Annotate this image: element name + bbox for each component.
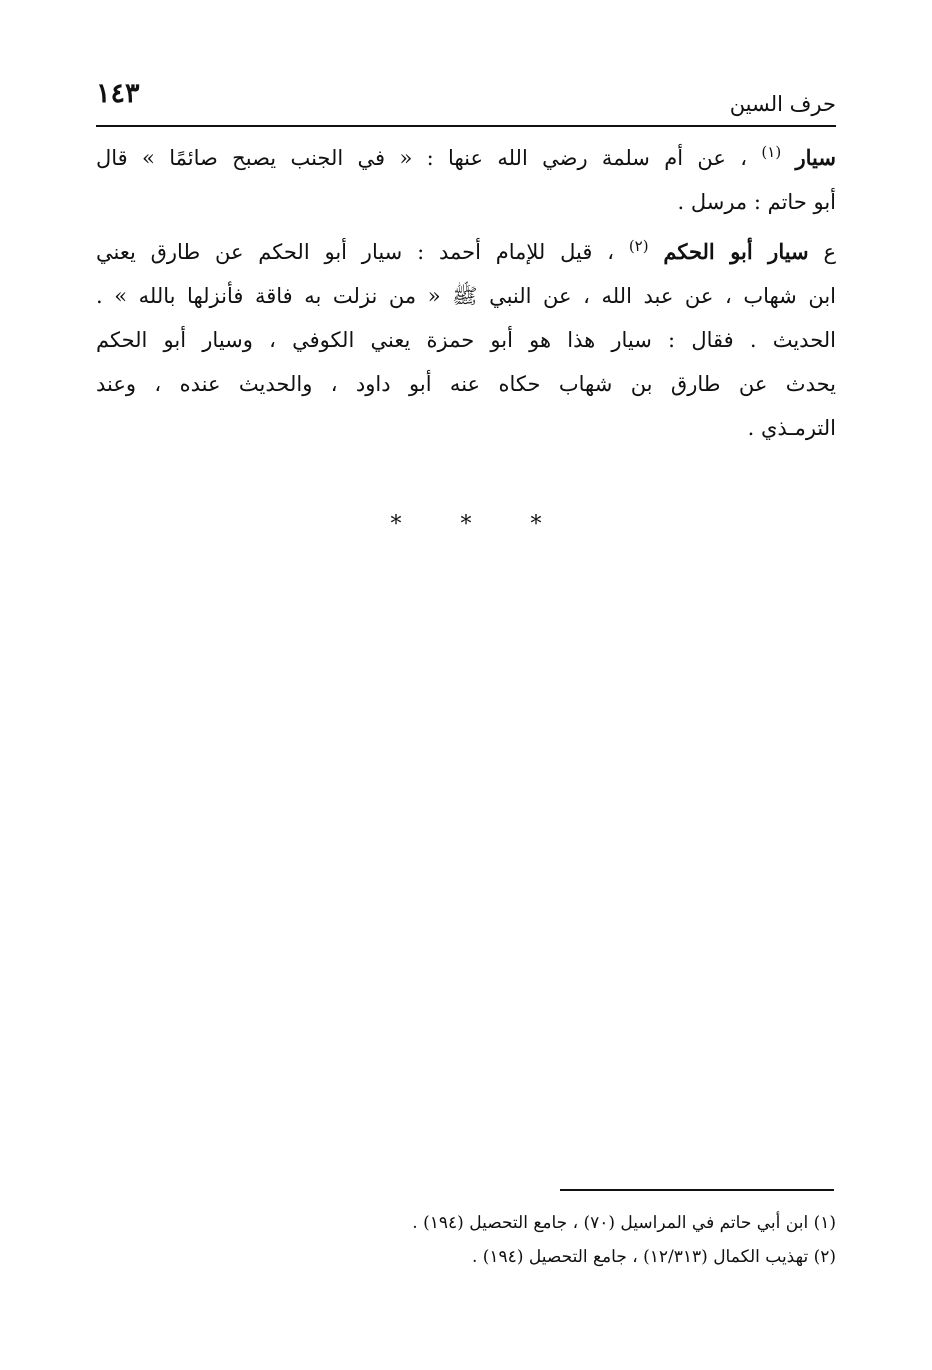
asterisk-icon: * xyxy=(460,512,472,537)
text-line: أبو حاتم : مرسل . xyxy=(677,190,836,214)
page-number: ١٤٣ xyxy=(96,78,140,109)
footnote-reference: (١) xyxy=(761,143,782,161)
running-title: حرف السين xyxy=(729,92,836,116)
entry-sayyar-abu-al-hakam xyxy=(96,230,836,450)
footnote-2: (٢) تهذيب الكمال (١٢/٣١٣) ، جامع التحصيل (١٩٤) . xyxy=(471,1247,836,1267)
page-header xyxy=(96,70,836,120)
asterisk-icon: * xyxy=(390,512,402,537)
main-text xyxy=(96,136,836,456)
entry-sayyar xyxy=(96,136,836,224)
header-divider xyxy=(96,125,836,127)
text-line: ابن شهاب ، عن عبد الله ، عن النبي ﷺ « من نزلت به فاقة فأنزلها بالله » . xyxy=(96,284,836,308)
section-separator xyxy=(0,512,932,537)
text-line: الحديث . فقال : سيار هذا هو أبو حمزة يعني الكوفي ، وسيار أبو الحكم xyxy=(96,328,836,352)
text-line: يحدث عن طارق بن شهاب حكاه عنه أبو داود ، والحديث عنده ، وعند xyxy=(96,372,836,396)
text-line: سيار $^{(١)}$ ، عن أم سلمة رضي الله عنها : « في الجنب يصبح صائمًا » قال xyxy=(96,143,836,170)
rumuz-marker: ع xyxy=(808,240,836,264)
footnote-1: (١) ابن أبي حاتم في المراسيل (٧٠) ، جامع التحصيل (١٩٤) . xyxy=(412,1213,836,1233)
footnote-divider xyxy=(560,1189,834,1191)
footnote-reference: (٢) xyxy=(628,237,649,255)
entry-heading: سيار أبو الحكم xyxy=(663,239,809,264)
text-line: ع سيار أبو الحكم $^{(٢)}$ ، قيل للإمام أحمد : سيار أبو الحكم عن طارق يعني xyxy=(96,237,836,264)
entry-heading: سيار xyxy=(795,145,836,170)
footnotes xyxy=(300,1206,836,1274)
text-line: الترمـذي . xyxy=(747,416,836,440)
asterisk-icon: * xyxy=(530,512,542,537)
